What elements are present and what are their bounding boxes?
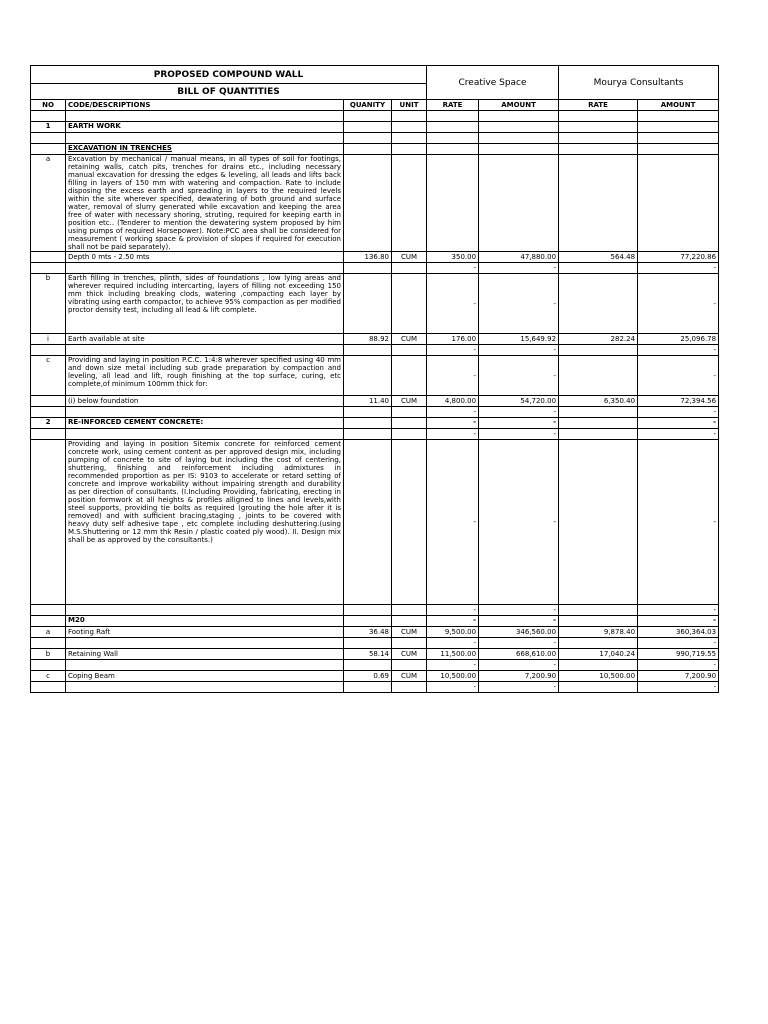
cell-desc: Coping Beam (66, 671, 344, 682)
cell-qty (344, 133, 392, 144)
cell-unit (392, 345, 427, 356)
table-row-item (31, 334, 719, 345)
cell-no (31, 605, 66, 616)
firm-mourya-consultants: Mourya Consultants (559, 66, 719, 100)
table-row-description (31, 356, 719, 396)
col-amount2-header: AMOUNT (638, 100, 719, 111)
cell-unit (392, 274, 427, 334)
cell-desc (66, 660, 344, 671)
cell-rate2 (559, 144, 638, 155)
table-row-section (31, 616, 719, 627)
cell-desc: Footing Raft (66, 627, 344, 638)
table-row-section (31, 418, 719, 429)
cell-rate2 (559, 133, 638, 144)
cell-rate2: 17,040.24 (559, 649, 638, 660)
col-qty-header: QUANITY (344, 100, 392, 111)
cell-amount2-dash: - (638, 660, 719, 671)
cell-desc: Providing and laying in position P.C.C. 1:4:8 wherever specified using 40 mm and down size metal including sub grade preparation by compaction and leveling, all lead and lift, rough finishing at the top surface, curing, etc complete,of minimum 100mm thick for: (66, 356, 344, 396)
cell-desc: Earth filling in trenches, plinth, sides of foundations , low lying areas and wherever required including intercarting, layers of filling not exceeding 150 mm thick including breaking clods, watering ,compacting each layer by vibrating using earth compactor, to achieve 95% compaction as per modified proctor density test, including all lead & lift complete. (66, 274, 344, 334)
cell-desc (66, 133, 344, 144)
table-row-placeholder (31, 682, 719, 693)
cell-unit (392, 429, 427, 440)
table-row-description (31, 274, 719, 334)
cell-desc: Excavation by mechanical / manual means, in all types of soil for footings, retaining walls, catch pits, trenches for drains etc., including necessary manual excavation for dressing the edges & leveling, all leads and lifts back filling in layers of 150 mm with watering and compaction. Rate to include disposing the excess earth and spreading in layers to the required levels within the site wherever specified, dewatering of both ground and surface water, removal of slurry generated while excavation and keeping the area free of water with necessary shoring, struting, required for keeping earth in position etc.. (Tenderer to mention the dewatering system proposed by him using pumps of required Horsepower). Note:PCC area shall be considered for measurement ( working space & provision of slopes if required for execution shall not be paid separately). (66, 155, 344, 252)
cell-rate2 (559, 155, 638, 252)
cell-qty: 0.69 (344, 671, 392, 682)
cell-unit (392, 356, 427, 396)
cell-rate1-dash: - (427, 263, 479, 274)
cell-unit (392, 440, 427, 605)
cell-amount1: 47,880.00 (479, 252, 559, 263)
cell-rate1: 350.00 (427, 252, 479, 263)
cell-rate1: 176.00 (427, 334, 479, 345)
col-rate1-header: RATE (427, 100, 479, 111)
cell-rate2 (559, 605, 638, 616)
cell-amount1: 15,649.92 (479, 334, 559, 345)
cell-rate1-dash: - (427, 274, 479, 334)
table-row-description (31, 440, 719, 605)
table-row-placeholder (31, 345, 719, 356)
cell-amount2: 990,719.55 (638, 649, 719, 660)
bill-of-quantities-sheet (30, 65, 718, 693)
cell-amount2 (638, 122, 719, 133)
cell-amount1 (479, 111, 559, 122)
cell-qty (344, 274, 392, 334)
cell-qty (344, 638, 392, 649)
cell-desc: Retaining Wall (66, 649, 344, 660)
firm-creative-space: Creative Space (427, 66, 559, 100)
cell-amount1: 668,610.00 (479, 649, 559, 660)
cell-amount1-dash: - (479, 429, 559, 440)
cell-desc: (i) below foundation (66, 396, 344, 407)
table-row-placeholder (31, 660, 719, 671)
cell-desc (66, 111, 344, 122)
cell-qty (344, 345, 392, 356)
cell-desc: Earth available at site (66, 334, 344, 345)
table-row-item (31, 627, 719, 638)
cell-qty: 11.40 (344, 396, 392, 407)
cell-desc (66, 263, 344, 274)
cell-amount2 (638, 111, 719, 122)
cell-desc: EARTH WORK (66, 122, 344, 133)
col-amount1-header: AMOUNT (479, 100, 559, 111)
cell-amount2-dash: - (638, 418, 719, 429)
cell-unit (392, 638, 427, 649)
boq-table (30, 65, 719, 693)
cell-unit: CUM (392, 649, 427, 660)
cell-rate1-dash: - (427, 356, 479, 396)
cell-no: 1 (31, 122, 66, 133)
cell-qty (344, 111, 392, 122)
cell-amount2-dash: - (638, 407, 719, 418)
table-row-item (31, 649, 719, 660)
cell-amount1: 7,200.90 (479, 671, 559, 682)
cell-rate2 (559, 274, 638, 334)
cell-unit (392, 133, 427, 144)
cell-rate2: 564.48 (559, 252, 638, 263)
cell-rate2 (559, 616, 638, 627)
doc-subtitle: BILL OF QUANTITIES (31, 84, 427, 100)
cell-amount2-dash: - (638, 616, 719, 627)
cell-amount1-dash: - (479, 440, 559, 605)
cell-rate1-dash: - (427, 407, 479, 418)
cell-amount2: 360,364.03 (638, 627, 719, 638)
cell-rate2 (559, 440, 638, 605)
cell-amount2-dash: - (638, 356, 719, 396)
cell-unit (392, 660, 427, 671)
cell-desc (66, 407, 344, 418)
cell-no: c (31, 356, 66, 396)
cell-amount2-dash: - (638, 274, 719, 334)
cell-amount1-dash: - (479, 263, 559, 274)
cell-unit: CUM (392, 627, 427, 638)
cell-rate2 (559, 356, 638, 396)
table-row-placeholder (31, 263, 719, 274)
cell-rate1 (427, 111, 479, 122)
cell-no (31, 111, 66, 122)
col-rate2-header: RATE (559, 100, 638, 111)
cell-qty: 58.14 (344, 649, 392, 660)
cell-qty (344, 263, 392, 274)
table-row-blank (31, 111, 719, 122)
cell-qty: 136.80 (344, 252, 392, 263)
table-row-placeholder (31, 605, 719, 616)
cell-amount1-dash: - (479, 605, 559, 616)
table-row-subheading (31, 144, 719, 155)
cell-amount1-dash: - (479, 356, 559, 396)
table-row-placeholder (31, 407, 719, 418)
cell-rate1-dash: - (427, 605, 479, 616)
cell-no: c (31, 671, 66, 682)
cell-amount1-dash: - (479, 345, 559, 356)
cell-rate2 (559, 122, 638, 133)
cell-rate1-dash: - (427, 682, 479, 693)
cell-unit: CUM (392, 671, 427, 682)
cell-qty (344, 356, 392, 396)
cell-desc: EXCAVATION IN TRENCHES (66, 144, 344, 155)
cell-desc (66, 638, 344, 649)
cell-no (31, 263, 66, 274)
cell-no (31, 133, 66, 144)
cell-amount2-dash: - (638, 440, 719, 605)
cell-amount1 (479, 144, 559, 155)
cell-qty (344, 144, 392, 155)
col-no-header: NO (31, 100, 66, 111)
cell-rate1 (427, 144, 479, 155)
table-row-placeholder (31, 638, 719, 649)
cell-rate2 (559, 638, 638, 649)
cell-qty (344, 616, 392, 627)
cell-rate2 (559, 429, 638, 440)
cell-amount1-dash: - (479, 660, 559, 671)
cell-amount2: 7,200.90 (638, 671, 719, 682)
cell-rate1-dash: - (427, 418, 479, 429)
cell-rate1 (427, 122, 479, 133)
cell-desc (66, 429, 344, 440)
cell-unit (392, 605, 427, 616)
cell-qty (344, 682, 392, 693)
cell-amount1 (479, 133, 559, 144)
cell-desc: RE-INFORCED CEMENT CONCRETE: (66, 418, 344, 429)
cell-amount1: 54,720.00 (479, 396, 559, 407)
cell-amount1-dash: - (479, 682, 559, 693)
cell-qty (344, 440, 392, 605)
cell-qty (344, 155, 392, 252)
cell-unit (392, 682, 427, 693)
cell-rate2: 6,350.40 (559, 396, 638, 407)
cell-no (31, 407, 66, 418)
cell-no (31, 345, 66, 356)
cell-amount1-dash: - (479, 638, 559, 649)
cell-amount2 (638, 133, 719, 144)
cell-unit: CUM (392, 334, 427, 345)
cell-rate1-dash: - (427, 616, 479, 627)
cell-unit (392, 144, 427, 155)
cell-rate1 (427, 155, 479, 252)
cell-unit (392, 407, 427, 418)
cell-rate1: 11,500.00 (427, 649, 479, 660)
cell-desc: Providing and laying in position Sitemix concrete for reinforced cement concrete work, using cement content as per approved design mix, including pumping of concrete to site of laying but including the cost of centering, shuttering, finishing and reinforcement including admixtures in recommended proportion as per IS: 9103 to accelerate or retard setting of concrete and improve workability without impairing strength and durability as per direction of consultants. (I.Including Providing, fabricating, erecting in position formwork at all heights & profiles alligned to lines and levels,with steel supports, providing tie bolts as required (grouting the hole after it is removed) and with sufficient bracing,staging , joints to be covered with heavy duty self adhesive tape , etc complete including deshuttering.(using M.S.Shuttering or 12 mm thk Resin / plastic coated ply wood). II. Design mix shall be as approved by the consultants.) (66, 440, 344, 605)
cell-amount2-dash: - (638, 638, 719, 649)
cell-amount1-dash: - (479, 407, 559, 418)
cell-unit (392, 418, 427, 429)
cell-qty (344, 660, 392, 671)
cell-rate2 (559, 418, 638, 429)
cell-unit (392, 616, 427, 627)
cell-amount1-dash: - (479, 274, 559, 334)
cell-rate2 (559, 263, 638, 274)
cell-amount2-dash: - (638, 605, 719, 616)
table-row-blank (31, 133, 719, 144)
cell-no (31, 429, 66, 440)
cell-rate1-dash: - (427, 345, 479, 356)
cell-amount1: 346,560.00 (479, 627, 559, 638)
cell-qty (344, 122, 392, 133)
cell-qty (344, 429, 392, 440)
col-desc-header: CODE/DESCRIPTIONS (66, 100, 344, 111)
cell-rate1-dash: - (427, 638, 479, 649)
cell-no: 2 (31, 418, 66, 429)
cell-amount2: 25,096.78 (638, 334, 719, 345)
cell-qty: 36.48 (344, 627, 392, 638)
cell-amount2-dash: - (638, 682, 719, 693)
cell-rate1: 9,500.00 (427, 627, 479, 638)
cell-no: b (31, 274, 66, 334)
table-row-item (31, 252, 719, 263)
cell-unit (392, 111, 427, 122)
cell-no (31, 440, 66, 605)
cell-desc (66, 345, 344, 356)
cell-amount2-dash: - (638, 345, 719, 356)
cell-amount1 (479, 155, 559, 252)
table-row-description (31, 155, 719, 252)
cell-rate2: 282.24 (559, 334, 638, 345)
cell-no (31, 144, 66, 155)
cell-rate2 (559, 345, 638, 356)
cell-no (31, 252, 66, 263)
cell-qty (344, 407, 392, 418)
table-row-section (31, 122, 719, 133)
cell-rate1-dash: - (427, 440, 479, 605)
cell-amount2-dash: - (638, 429, 719, 440)
cell-no (31, 660, 66, 671)
cell-unit: CUM (392, 396, 427, 407)
cell-rate2 (559, 660, 638, 671)
doc-title: PROPOSED COMPOUND WALL (31, 66, 427, 84)
cell-rate2: 9,878.40 (559, 627, 638, 638)
cell-desc: M20 (66, 616, 344, 627)
cell-amount2 (638, 155, 719, 252)
cell-amount2-dash: - (638, 263, 719, 274)
cell-no: a (31, 155, 66, 252)
cell-no: b (31, 649, 66, 660)
cell-amount1-dash: - (479, 418, 559, 429)
table-row-item (31, 396, 719, 407)
cell-rate1: 10,500.00 (427, 671, 479, 682)
cell-unit: CUM (392, 252, 427, 263)
cell-unit (392, 263, 427, 274)
cell-qty (344, 605, 392, 616)
table-row-item (31, 671, 719, 682)
cell-amount2: 72,394.56 (638, 396, 719, 407)
cell-amount1-dash: - (479, 616, 559, 627)
cell-no (31, 682, 66, 693)
cell-no (31, 616, 66, 627)
cell-rate1-dash: - (427, 429, 479, 440)
cell-no: a (31, 627, 66, 638)
table-row-placeholder (31, 429, 719, 440)
cell-rate1 (427, 133, 479, 144)
cell-rate2: 10,500.00 (559, 671, 638, 682)
cell-desc (66, 605, 344, 616)
cell-amount2 (638, 144, 719, 155)
cell-no (31, 396, 66, 407)
cell-qty: 88.92 (344, 334, 392, 345)
cell-rate2 (559, 111, 638, 122)
cell-unit (392, 122, 427, 133)
cell-unit (392, 155, 427, 252)
cell-qty (344, 418, 392, 429)
cell-no (31, 638, 66, 649)
cell-rate2 (559, 407, 638, 418)
cell-amount2: 77,220.86 (638, 252, 719, 263)
col-unit-header: UNIT (392, 100, 427, 111)
cell-rate1-dash: - (427, 660, 479, 671)
cell-desc (66, 682, 344, 693)
cell-amount1 (479, 122, 559, 133)
cell-desc: Depth 0 mts - 2.50 mts (66, 252, 344, 263)
cell-no: i (31, 334, 66, 345)
cell-rate2 (559, 682, 638, 693)
cell-rate1: 4,800.00 (427, 396, 479, 407)
